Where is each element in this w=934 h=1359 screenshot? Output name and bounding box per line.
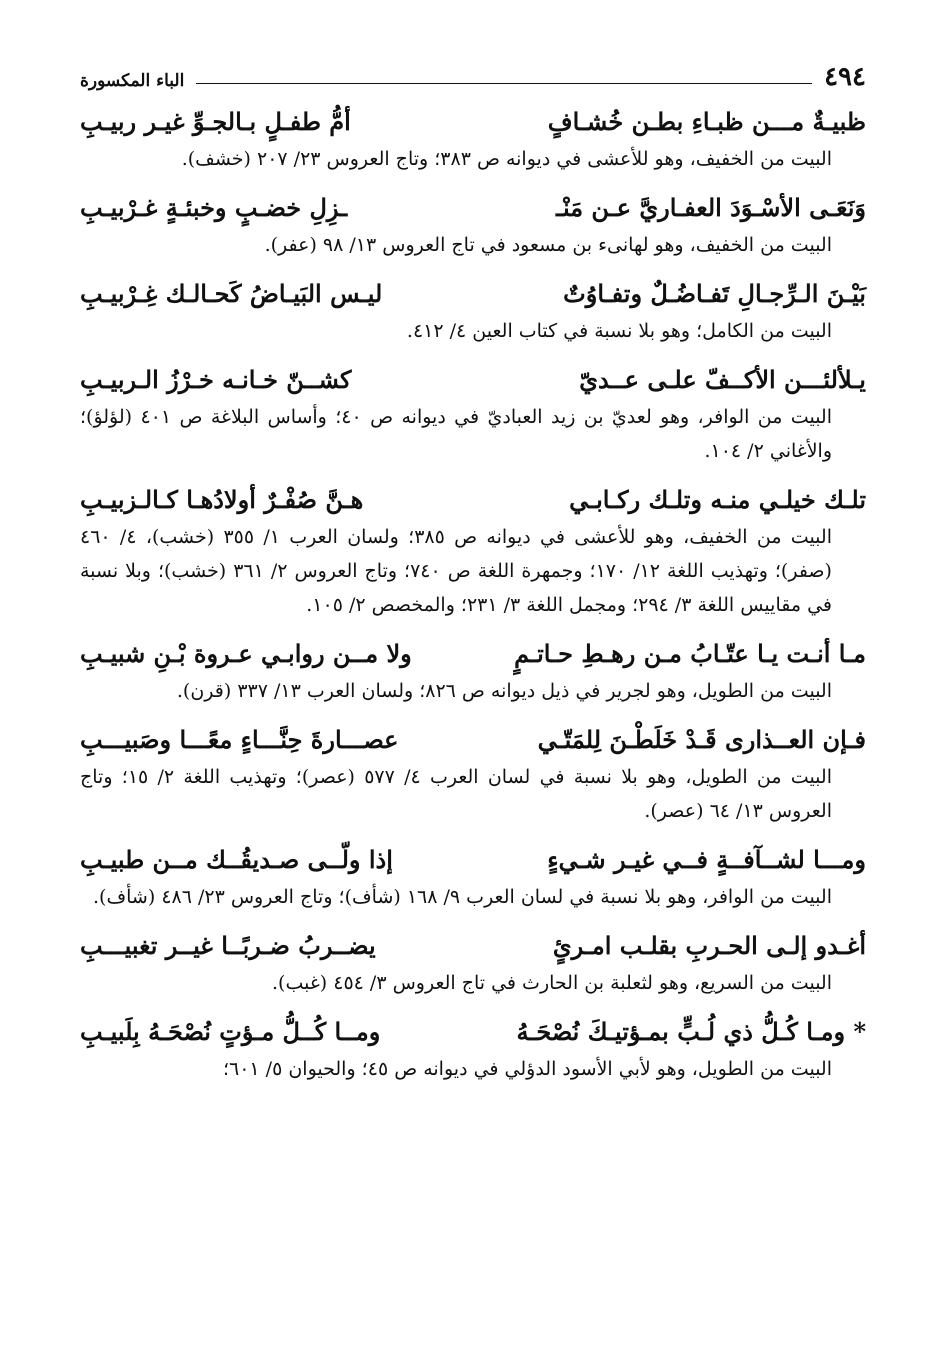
verse-first-hemistich: تلـك خيلـي منـه وتلـك ركـابـي <box>569 485 866 514</box>
verse-second-hemistich: ـزِلِ خضـبٍ وخبئـةٍ غـرْبيـبِ <box>80 193 348 222</box>
verse-first-hemistich: مـا أنـت يـا عتّـابُ مـن رهـطِ حـاتـمٍ <box>514 639 866 668</box>
verse-note: البيت من الكامل؛ وهو بلا نسبة في كتاب العين ٤/ ٤١٢. <box>406 320 832 342</box>
entry <box>80 722 866 828</box>
verse-first-hemistich: يـلألئـــن الأكــفّ علـى عــديّ <box>579 365 866 394</box>
verse-note: البيت من الخفيف، وهو لهانىء بن مسعود في تاج العروس ١٣/ ٩٨ (عفر). <box>264 234 832 256</box>
verse <box>80 636 866 672</box>
entry <box>80 482 866 622</box>
verse-second-hemistich: عصـــارةَ حِنَّـــاءٍ معًـــا وصَبيـــبِ <box>80 725 399 754</box>
verse-second-hemistich: يضــربُ ضـربًــا غيــر تغبيـــبِ <box>80 931 376 960</box>
page-header <box>80 50 866 90</box>
verse-first-hemistich: أغـدو إلـى الحـربِ بقلـب امـرئٍ <box>552 931 866 960</box>
entry <box>80 362 866 468</box>
verse <box>80 190 866 226</box>
header-rule <box>196 83 812 84</box>
verse-note: البيت من الخفيف، وهو للأعشى في ديوانه ص ٣٨٥؛ ولسان العرب ١/ ٣٥٥ (خشب)، ٤/ ٤٦٠ (صفر)؛ وتهذيب اللغة ١٢/ ١٧٠؛ وجمهرة اللغة ص ٧٤٠؛ وتاج العروس ٢/ ٣٦١ (خشب)؛ وبلا نسبة في مقاييس اللغة ٣/ ٢٩٤؛ ومجمل اللغة ٣/ ٢٣١؛ والمخصص ٢/ ١٠٥. <box>80 526 832 616</box>
entry <box>80 104 866 176</box>
verse-note: البيت من الخفيف، وهو للأعشى في ديوانه ص ٣٨٣؛ وتاج العروس ٢٣/ ٢٠٧ (خشف). <box>181 148 832 170</box>
entry <box>80 276 866 348</box>
verse <box>80 276 866 312</box>
verse-second-hemistich: ومــا كُــلُّ مـؤتٍ نُصْحَـهُ بِلَبيـبِ <box>80 1017 381 1046</box>
entry <box>80 842 866 914</box>
verse-second-hemistich: ليـس البَيـاضُ كَحـالـك غِـرْبيـبِ <box>80 279 383 308</box>
verse-second-hemistich: أمُّ طفـلٍ بـالجـوِّ غيـر ربيـبِ <box>80 107 351 136</box>
verse-first-hemistich: وَنَعَـى الأسْـوَدَ العفـاريَّ عـن مَنْـ <box>555 193 866 222</box>
verse-second-hemistich: هـنَّ صُفْـرٌ أولادُهـا كـالـزبيـبِ <box>80 485 364 514</box>
page-number: ٤٩٤ <box>824 62 866 92</box>
running-title: الباء المكسورة <box>80 71 185 91</box>
verse <box>80 1014 866 1050</box>
verse-first-hemistich: ومـــا لشــآفــةٍ فــي غيـر شـيءٍ <box>547 845 866 874</box>
verse <box>80 362 866 398</box>
entry <box>80 1014 866 1086</box>
verse <box>80 482 866 518</box>
verse-first-hemistich: فـإن العــذارى قَـدْ خَلَطْـنَ لِلمَتّـي <box>537 725 866 754</box>
verse-first-hemistich: ظبيـةٌ مـــن ظبـاءِ بطـن خُشـافٍ <box>547 107 866 136</box>
verse <box>80 104 866 140</box>
entry <box>80 190 866 262</box>
verse-note: البيت من الوافر، وهو لعديّ بن زيد العباديّ في ديوانه ص ٤٠؛ وأساس البلاغة ص ٤٠١ (لؤلؤ)؛ والأغاني ٢/ ١٠٤. <box>80 406 832 462</box>
verse-note: البيت من الوافر، وهو بلا نسبة في لسان العرب ٩/ ١٦٨ (شأف)؛ وتاج العروس ٢٣/ ٤٨٦ (شأف). <box>93 886 832 908</box>
verse-second-hemistich: كشــنّ خـانـه خـرْزُ الـربيـبِ <box>80 365 352 394</box>
verse-note: البيت من السريع، وهو لثعلبة بن الحارث في تاج العروس ٣/ ٤٥٤ (غبب). <box>272 972 832 994</box>
verse-note: البيت من الطويل، وهو لجرير في ذيل ديوانه ص ٨٢٦؛ ولسان العرب ١٣/ ٣٣٧ (قرن). <box>176 680 832 702</box>
page <box>80 50 866 1086</box>
verse <box>80 842 866 878</box>
verse-note: البيت من الطويل، وهو بلا نسبة في لسان العرب ٤/ ٥٧٧ (عصر)؛ وتهذيب اللغة ٢/ ١٥؛ وتاج العروس ١٣/ ٦٤ (عصر). <box>80 766 832 822</box>
verse-first-hemistich: * ومـا كُـلُّ ذي لُـبٍّ بمـؤتيـكَ نُصْحَـهُ <box>516 1017 866 1046</box>
verse-note: البيت من الطويل، وهو لأبي الأسود الدؤلي في ديوانه ص ٤٥؛ والحيوان ٥/ ٦٠١؛ <box>222 1058 832 1080</box>
verse <box>80 722 866 758</box>
verse-first-hemistich: بَيْـنَ الـرِّجـالِ تَفـاضُـلٌ وتفـاوُتٌ <box>563 279 866 308</box>
verse-second-hemistich: إذا ولّــى صـديقُــك مــن طبيـبِ <box>80 845 393 874</box>
entry <box>80 636 866 708</box>
entry <box>80 928 866 1000</box>
verse <box>80 928 866 964</box>
verse-second-hemistich: ولا مــن روابـي عـروة بْـنِ شبيـبِ <box>80 639 412 668</box>
